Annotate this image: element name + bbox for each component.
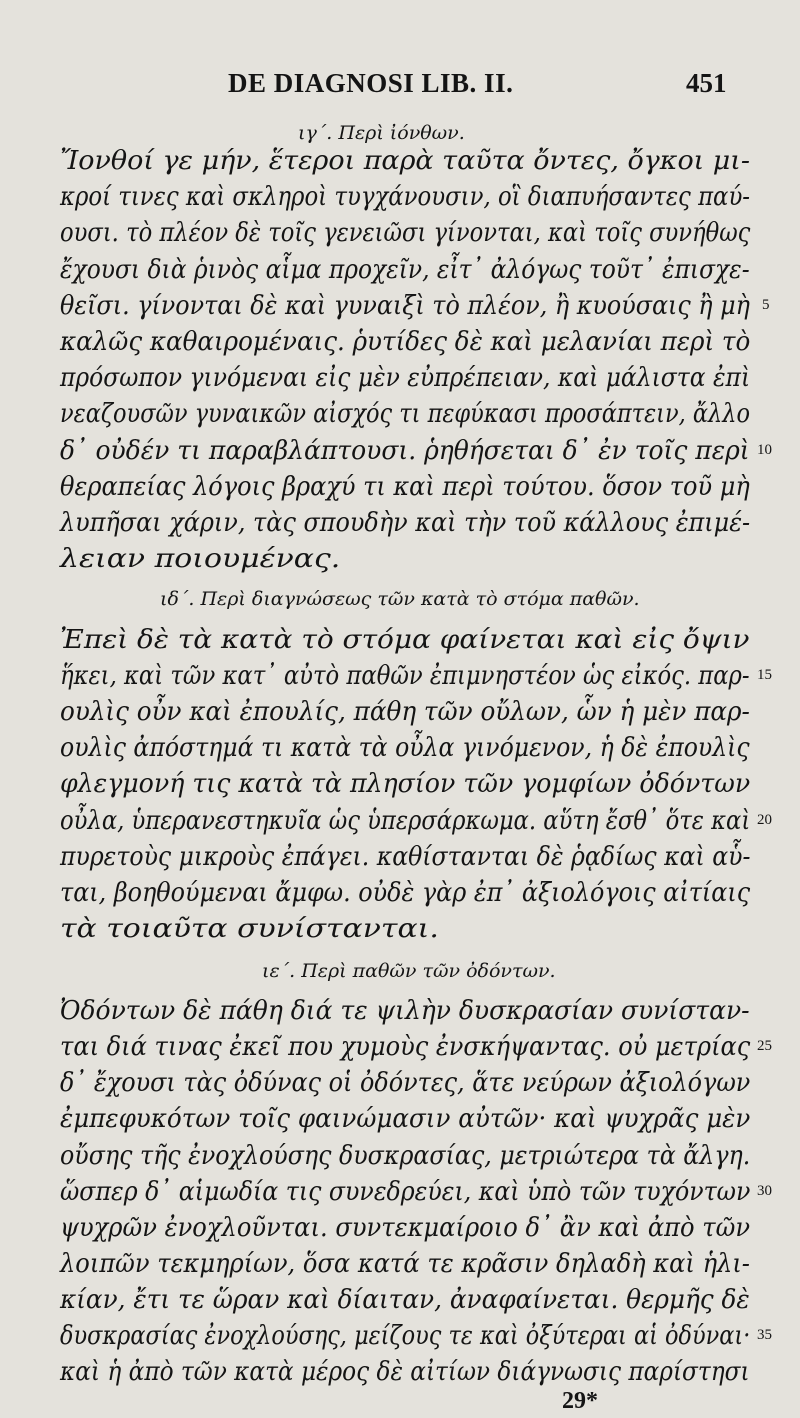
text-line: θεῖσι. γίνονται δὲ καὶ γυναιξὶ τὸ πλέον, ἢ κυούσαις ἢ μὴ <box>60 291 750 321</box>
line-number: 10 <box>757 442 772 458</box>
text-line: Ὀδόντων δὲ πάθη διά τε ψιλὴν δυσκρασίαν συνίσταν- <box>60 996 750 1026</box>
signature-mark: 29* <box>562 1388 598 1414</box>
text-line: πυρετοὺς μικροὺς ἐπάγει. καθίστανται δὲ ῥᾳδίως καὶ αὗ- <box>60 842 751 872</box>
text-line: ἥκει, καὶ τῶν κατ᾽ αὐτὸ παθῶν ἐπιμνηστέον ὡς εἰκός. παρ- <box>60 661 750 691</box>
text-line: ἔχουσι διὰ ῥινὸς αἷμα προχεῖν, εἶτ᾽ ἀλόγως τοῦτ᾽ ἐπισχε- <box>60 255 750 285</box>
text-line: φλεγμονή τις κατὰ τὰ πλησίον τῶν γομφίων ὀδόντων <box>60 769 751 799</box>
text-line: τὰ τοιαῦτα συνίστανται. <box>60 914 439 944</box>
text-line: οὖλα, ὑπερανεστηκυῖα ὡς ὑπερσάρκωμα. αὕτη ἔσθ᾽ ὅτε καὶ <box>60 806 751 836</box>
text-line: ψυχρῶν ἐνοχλοῦνται. συντεκμαίροιο δ᾽ ἂν καὶ ἀπὸ τῶν <box>60 1213 751 1243</box>
running-title: DE DIAGNOSI LIB. II. <box>228 68 514 98</box>
section-heading: ιε΄. Περὶ παθῶν τῶν ὀδόντων. <box>262 960 556 982</box>
text-line: Ἴονθοί γε μήν, ἕτεροι παρὰ ταῦτα ὄντες, ὄγκοι μι- <box>60 146 750 176</box>
page-header <box>0 62 800 106</box>
text-line: ἐμπεφυκότων τοῖς φαινώμασιν αὐτῶν· καὶ ψυχρᾶς μὲν <box>60 1104 751 1134</box>
text-line: κροί τινες καὶ σκληροὶ τυγχάνουσιν, οἳ διαπυήσαντες παύ- <box>60 182 751 212</box>
text-line: νεαζουσῶν γυναικῶν αἰσχός τι πεφύκασι προσάπτειν, ἄλλο <box>60 399 751 429</box>
text-line: λειαν ποιουμένας. <box>60 544 341 574</box>
text-line: δυσκρασίας ἐνοχλούσης, μείζους τε καὶ ὀξύτεραι αἱ ὀδύναι· <box>60 1321 751 1351</box>
text-line: θεραπείας λόγοις βραχύ τι καὶ περὶ τούτου. ὅσον τοῦ μὴ <box>60 472 750 502</box>
line-number: 5 <box>762 297 770 313</box>
line-number: 25 <box>757 1038 772 1054</box>
line-number: 30 <box>757 1183 772 1199</box>
text-line: ουλὶς οὖν καὶ ἐπουλίς, πάθη τῶν οὔλων, ὧν ἡ μὲν παρ- <box>60 697 750 727</box>
text-line: Ἐπεὶ δὲ τὰ κατὰ τὸ στόμα φαίνεται καὶ εἰς ὄψιν <box>60 625 750 655</box>
text-line: ουσι. τὸ πλέον δὲ τοῖς γενειῶσι γίνονται, καὶ τοῖς συνήθως <box>60 218 751 248</box>
line-number: 15 <box>757 667 772 683</box>
text-line: δ᾽ οὐδέν τι παραβλάπτουσι. ῥηθήσεται δ᾽ ἐν τοῖς περὶ <box>60 436 750 466</box>
section-heading: ιδ΄. Περὶ διαγνώσεως τῶν κατὰ τὸ στόμα παθῶν. <box>160 588 640 610</box>
text-line: ται διά τινας ἐκεῖ που χυμοὺς ἐνσκήψαντας. οὐ μετρίας <box>60 1032 751 1062</box>
text-line: οὔσης τῆς ἐνοχλούσης δυσκρασίας, μετριώτερα τὰ ἄλγη. <box>60 1141 751 1171</box>
line-number: 35 <box>757 1327 772 1343</box>
section-heading: ιγ΄. Περὶ ἰόνθων. <box>298 122 465 144</box>
text-line: ὥσπερ δ᾽ αἱμωδία τις συνεδρεύει, καὶ ὑπὸ τῶν τυχόντων <box>60 1177 751 1207</box>
text-line: λυπῆσαι χάριν, τὰς σπουδὴν καὶ τὴν τοῦ κάλλους ἐπιμέ- <box>60 508 751 538</box>
text-line: κίαν, ἔτι τε ὥραν καὶ δίαιταν, ἀναφαίνεται. θερμῆς δὲ <box>60 1285 750 1315</box>
text-line: καλῶς καθαιρομέναις. ῥυτίδες δὲ καὶ μελανίαι περὶ τὸ <box>60 327 751 357</box>
text-line: ουλὶς ἀπόστημά τι κατὰ τὰ οὖλα γινόμενον, ἡ δὲ ἐπουλὶς <box>60 733 750 763</box>
line-number: 20 <box>757 812 772 828</box>
text-line: δ᾽ ἔχουσι τὰς ὀδύνας οἱ ὀδόντες, ἅτε νεύρων ἀξιολόγων <box>60 1068 751 1098</box>
text-line: ται, βοηθούμεναι ἄμφω. οὐδὲ γὰρ ἐπ᾽ ἀξιολόγοις αἰτίαις <box>60 878 751 908</box>
text-line: πρόσωπον γινόμεναι εἰς μὲν εὐπρέπειαν, καὶ μάλιστα ἐπὶ <box>60 363 751 393</box>
page-number: 451 <box>686 68 727 98</box>
text-line: καὶ ἡ ἀπὸ τῶν κατὰ μέρος δὲ αἰτίων διάγνωσις παρίστησι <box>60 1357 750 1387</box>
text-line: λοιπῶν τεκμηρίων, ὅσα κατά τε κρᾶσιν δηλαδὴ καὶ ἡλι- <box>60 1249 750 1279</box>
